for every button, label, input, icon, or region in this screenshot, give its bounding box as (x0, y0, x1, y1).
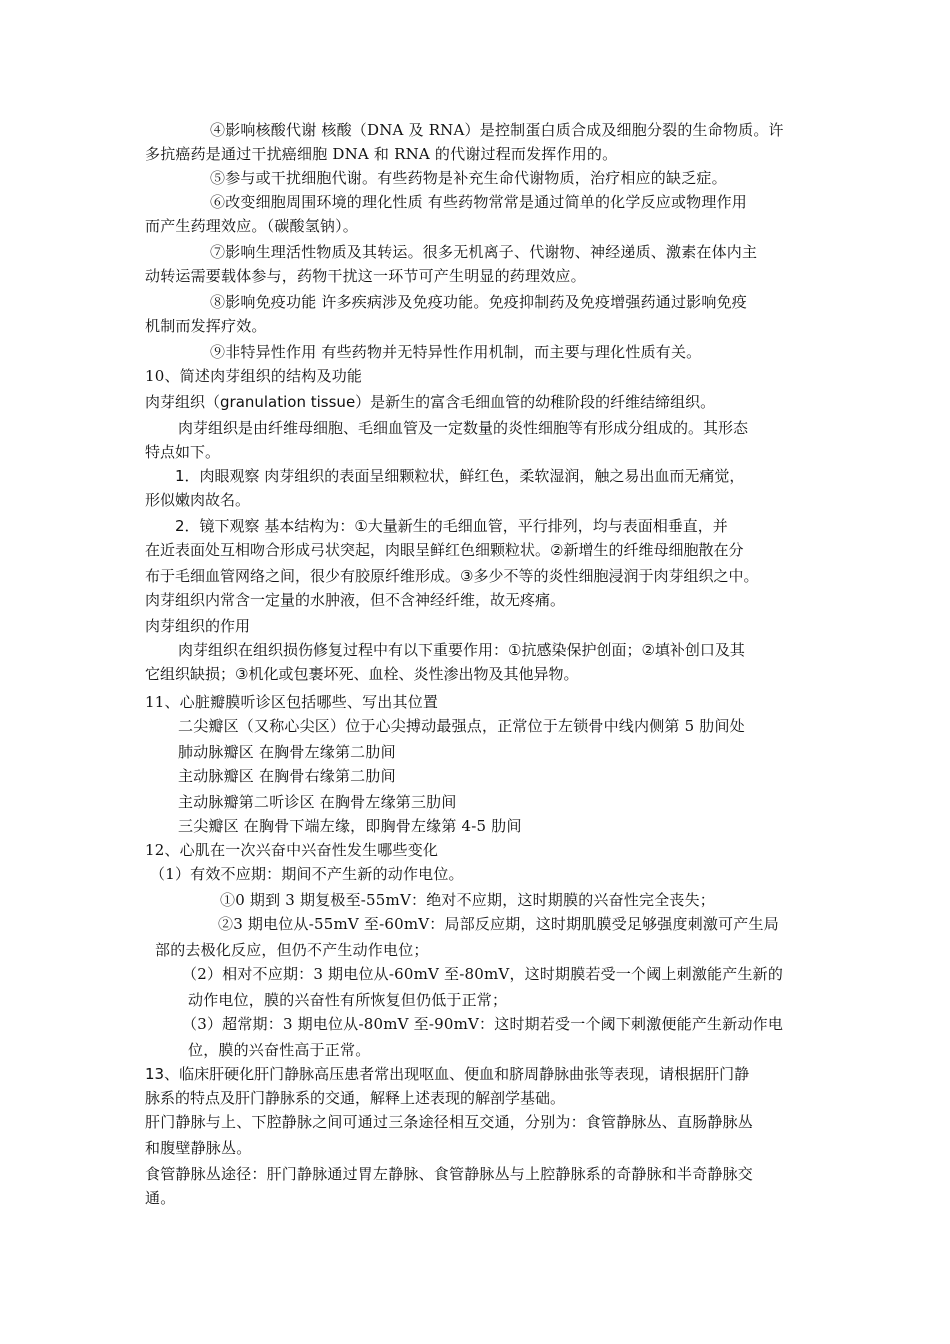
text-line: 通。 (145, 1189, 176, 1207)
text-line: ④影响核酸代谢 核酸（DNA 及 RNA）是控制蛋白质合成及细胞分裂的生命物质。许 (210, 121, 784, 139)
text-line: 布于毛细血管网络之间，很少有胶原纤维形成。③多少不等的炎性细胞浸润于肉芽组织之中。 (145, 567, 759, 585)
text-line: 三尖瓣区 在胸骨下端左缘，即胸骨左缘第 4-5 肋间 (178, 817, 522, 835)
text-line: 主动脉瓣区 在胸骨右缘第二肋间 (178, 767, 396, 785)
text-line: ⑦影响生理活性物质及其转运。很多无机离子、代谢物、神经递质、激素在体内主 (210, 243, 758, 261)
text-line: 肝门静脉与上、下腔静脉之间可通过三条途径相互交通，分别为：食管静脉丛、直肠静脉丛 (145, 1113, 754, 1131)
text-line: ①0 期到 3 期复极至-55mV：绝对不应期，这时期膜的兴奋性完全丧失； (220, 891, 716, 909)
text-line: 动转运需要载体参与，药物干扰这一环节可产生明显的药理效应。 (145, 267, 586, 285)
text-line: 特点如下。 (145, 443, 221, 461)
text-line: 肉芽组织内常含一定量的水肿液，但不含神经纤维，故无疼痛。 (145, 591, 566, 609)
text-line: 二尖瓣区（又称心尖区）位于心尖搏动最强点，正常位于左锁骨中线内侧第 5 肋间处 (178, 717, 745, 735)
text-line: 肺动脉瓣区 在胸骨左缘第二肋间 (178, 743, 396, 761)
text-line: ②3 期电位从-55mV 至-60mV：局部反应期，这时期肌膜受足够强度刺激可产生局 (218, 915, 779, 933)
text-line: 2．镜下观察 基本结构为：①大量新生的毛细血管，平行排列，均与表面相垂直，并 (175, 517, 728, 535)
text-line: 形似嫩肉故名。 (145, 491, 251, 509)
text-line: 在近表面处互相吻合形成弓状突起，肉眼呈鲜红色细颗粒状。②新增生的纤维母细胞散在分 (145, 541, 744, 559)
section-heading: 12、心肌在一次兴奋中兴奋性发生哪些变化 (145, 841, 439, 859)
text-line: （3）超常期：3 期电位从-80mV 至-90mV：这时期若受一个阈下刺激便能产生新动作电 (182, 1015, 784, 1033)
text-line: 机制而发挥疗效。 (145, 317, 267, 335)
text-line: 它组织缺损；③机化或包裹坏死、血栓、炎性渗出物及其他异物。 (145, 665, 579, 683)
text-line: 1．肉眼观察 肉芽组织的表面呈细颗粒状，鲜红色，柔软湿润，触之易出血而无痛觉， (175, 467, 745, 485)
text-line: ⑨非特异性作用 有些药物并无特异性作用机制，而主要与理化性质有关。 (210, 343, 702, 361)
text-line: ⑤参与或干扰细胞代谢。有些药物是补充生命代谢物质，治疗相应的缺乏症。 (210, 169, 727, 187)
text-line: 肉芽组织是由纤维母细胞、毛细血管及一定数量的炎性细胞等有形成分组成的。其形态 (178, 419, 749, 437)
text-line: 多抗癌药是通过干扰癌细胞 DNA 和 RNA 的代谢过程而发挥作用的。 (145, 145, 618, 163)
section-heading: 10、简述肉芽组织的结构及功能 (145, 367, 363, 385)
section-heading: 11、心脏瓣膜听诊区包括哪些、写出其位置 (145, 693, 439, 711)
text-line: 肉芽组织（granulation tissue）是新生的富含毛细血管的幼稚阶段的纤维结缔组织。 (145, 393, 716, 411)
text-line: （2）相对不应期：3 期电位从-60mV 至-80mV，这时期膜若受一个阈上刺激能产生新的 (182, 965, 784, 983)
text-line: ⑥改变细胞周围环境的理化性质 有些药物常常是通过简单的化学反应或物理作用 (210, 193, 747, 211)
text-line: 食管静脉丛途径：肝门静脉通过胃左静脉、食管静脉丛与上腔静脉系的奇静脉和半奇静脉交 (145, 1165, 754, 1183)
text-line: 部的去极化反应，但仍不产生动作电位； (155, 941, 429, 959)
section-heading: 13、临床肝硬化肝门静脉高压患者常出现呕血、便血和脐周静脉曲张等表现，请根据肝门静 (145, 1065, 750, 1083)
text-line: 肉芽组织在组织损伤修复过程中有以下重要作用：①抗感染保护创面；②填补创口及其 (178, 641, 745, 659)
text-line: 而产生药理效应。（碳酸氢钠）。 (145, 217, 359, 235)
text-line: 和腹壁静脉丛。 (145, 1139, 252, 1157)
text-line: 脉系的特点及肝门静脉系的交通，解释上述表现的解剖学基础。 (145, 1089, 566, 1107)
text-line: 动作电位，膜的兴奋性有所恢复但仍低于正常； (188, 991, 508, 1009)
text-line: （1）有效不应期：期间不产生新的动作电位。 (150, 865, 464, 883)
text-line: 位，膜的兴奋性高于正常。 (188, 1041, 371, 1059)
text-line: 肉芽组织的作用 (145, 617, 251, 635)
text-line: 主动脉瓣第二听诊区 在胸骨左缘第三肋间 (178, 793, 457, 811)
text-line: ⑧影响免疫功能 许多疾病涉及免疫功能。免疫抑制药及免疫增强药通过影响免疫 (210, 293, 747, 311)
